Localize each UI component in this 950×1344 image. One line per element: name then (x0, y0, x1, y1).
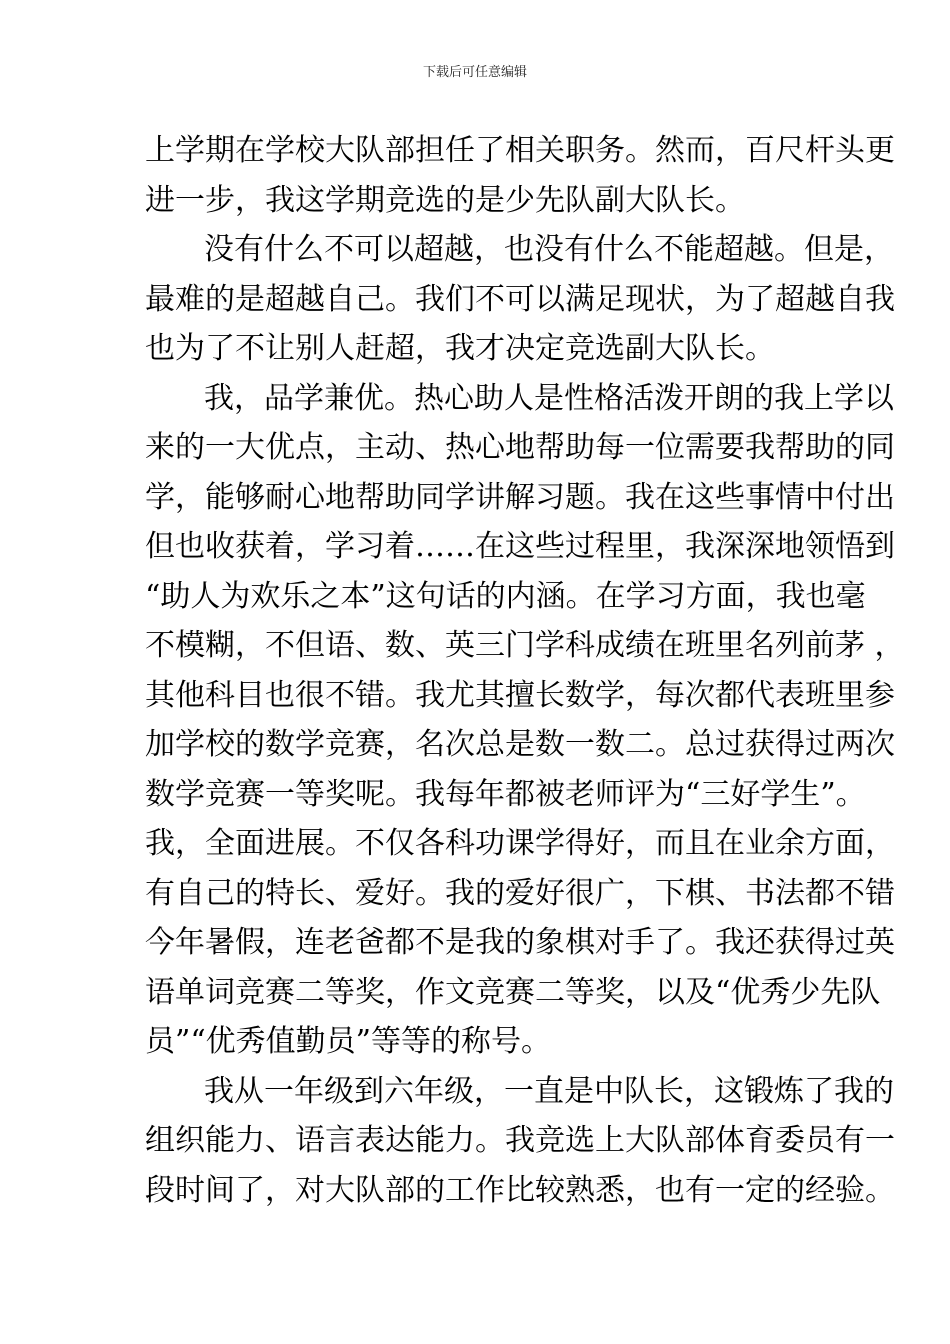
text-line: 我从一年级到六年级，一直是中队长，这锻炼了我的 (204, 1073, 894, 1109)
text-line: 学，能够耐心地帮助同学讲解习题。我在这些事情中付出 (145, 479, 895, 515)
text-line: 不模糊，不但语、数、英三门学科成绩在班里名列前茅 ， (145, 628, 905, 663)
text-line: 上学期在学校大队部担任了相关职务。然而，百尺杆头更 (145, 133, 895, 168)
text-line: 我，全面进展。不仅各科功课学得好，而且在业余方面， (145, 826, 895, 861)
page-header: 下载后可任意编辑 (422, 65, 527, 80)
text-line: 组织能力、语言表达能力。我竞选上大队部体育委员有一 (145, 1123, 895, 1158)
document-body (145, 126, 905, 1215)
text-line: 最难的是超越自己。我们不可以满足现状，为了超越自我 (145, 281, 895, 317)
text-line: 有自己的特长、爱好。我的爱好很广，下棋、书法都不错 (145, 875, 895, 911)
text-line: 但也收获着，学习着……在这些过程里，我深深地领悟到 (145, 529, 895, 564)
text-line: 也为了不让别人赶超，我才决定竞选副大队长。 (145, 331, 775, 366)
text-line: 员”“优秀值勤员”等等的称号。 (145, 1024, 552, 1059)
text-line: 其他科目也很不错。我尤其擅长数学，每次都代表班里参 (145, 677, 895, 713)
text-line: “助人为欢乐之本”这句话的内涵。在学习方面，我也毫 (145, 578, 866, 614)
text-line: 没有什么不可以超越，也没有什么不能超越。但是， (204, 232, 894, 267)
text-line: 今年暑假，连老爸都不是我的象棋对手了。我还获得过英 (145, 925, 895, 960)
text-line: 来的一大优点，主动、热心地帮助每一位需要我帮助的同 (145, 430, 895, 465)
text-line: 数学竞赛一等奖呢。我每年都被老师评为“三好学生”。 (145, 776, 866, 812)
text-line: 我，品学兼优。热心助人是性格活泼开朗的我上学以 (204, 380, 894, 416)
text-line: 段时间了，对大队部的工作比较熟悉，也有一定的经验。 (145, 1172, 895, 1208)
text-line: 加学校的数学竞赛，名次总是数一数二。总过获得过两次 (145, 727, 895, 762)
text-line: 进一步，我这学期竞选的是少先队副大队长。 (145, 182, 745, 218)
text-line: 语单词竞赛二等奖，作文竞赛二等奖，以及“优秀少先队 (145, 974, 881, 1010)
